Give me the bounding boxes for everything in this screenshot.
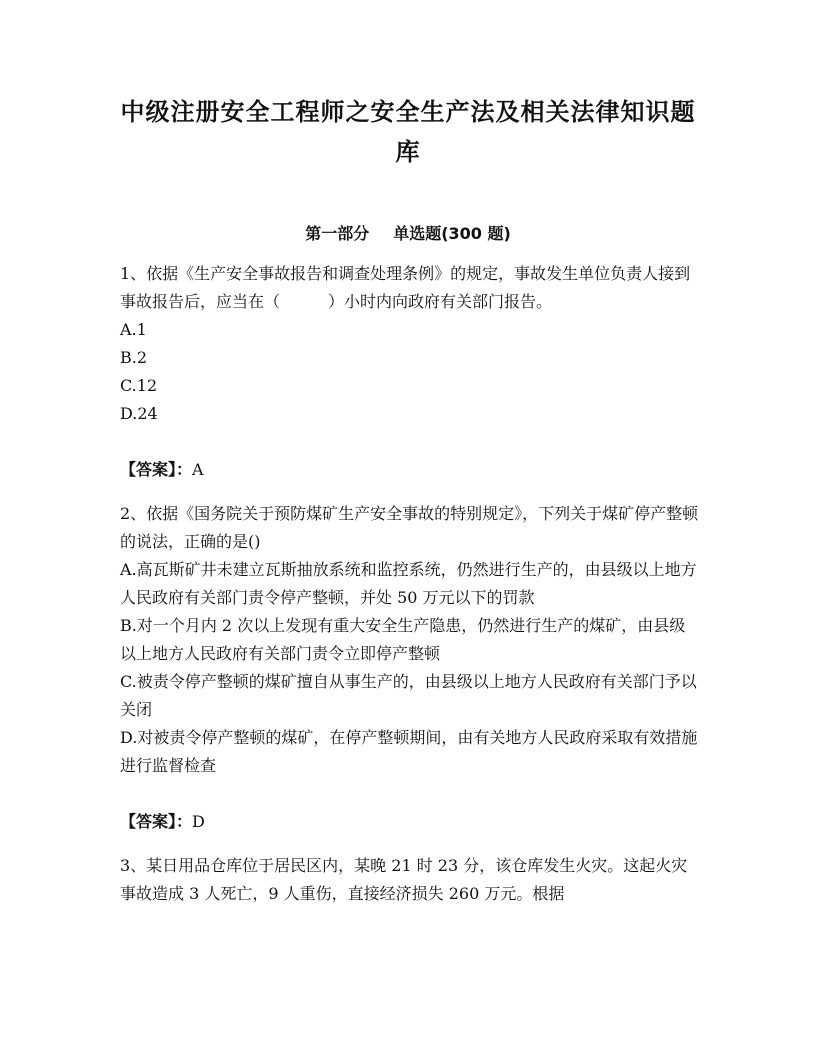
question-2 [120, 500, 700, 836]
section-type: 单选题(300 题) [393, 224, 511, 243]
answer-line [120, 456, 700, 484]
question-stem: 3、某日用品仓库位于居民区内，某晚 21 时 23 分，该仓库发生火灾。这起火灾事故造成 3 人死亡，9 人重伤，直接经济损失 260 万元。根据 [120, 856, 688, 903]
section-heading [0, 222, 816, 246]
option-a: A.高瓦斯矿井未建立瓦斯抽放系统和监控系统，仍然进行生产的，由县级以上地方人民政府有关部门责令停产整顿，并处 50 万元以下的罚款 [120, 560, 697, 607]
option-b: B.对一个月内 2 次以上发现有重大安全生产隐患，仍然进行生产的煤矿，由县级以上地方人民政府有关部门责令立即停产整顿 [120, 616, 686, 663]
option-a: A.1 [120, 320, 147, 339]
answer-value: A [192, 460, 204, 479]
question-1 [120, 260, 700, 484]
option-b: B.2 [120, 348, 148, 367]
question-list [120, 260, 700, 908]
answer-label: 【答案】： [120, 460, 193, 479]
answer-label: 【答案】： [120, 812, 193, 831]
question-3 [120, 852, 700, 908]
option-c: C.12 [120, 376, 158, 395]
title-line-2: 库 [395, 138, 421, 166]
option-d: D.24 [120, 404, 158, 423]
question-stem: 1、依据《生产安全事故报告和调查处理条例》的规定，事故发生单位负责人接到事故报告后，应当在（ ）小时内向政府有关部门报告。 [120, 264, 691, 311]
document-title [100, 92, 716, 172]
title-line-1: 中级注册安全工程师之安全生产法及相关法律知识题 [120, 98, 696, 126]
question-stem: 2、依据《国务院关于预防煤矿生产安全事故的特别规定》，下列关于煤矿停产整顿的说法，正确的是() [120, 504, 699, 551]
option-d: D.对被责令停产整顿的煤矿，在停产整顿期间，由有关地方人民政府采取有效措施进行监督检查 [120, 728, 698, 775]
answer-line [120, 808, 700, 836]
section-part: 第一部分 [305, 224, 370, 243]
option-c: C.被责令停产整顿的煤矿擅自从事生产的，由县级以上地方人民政府有关部门予以关闭 [120, 672, 697, 719]
answer-value: D [192, 812, 205, 831]
